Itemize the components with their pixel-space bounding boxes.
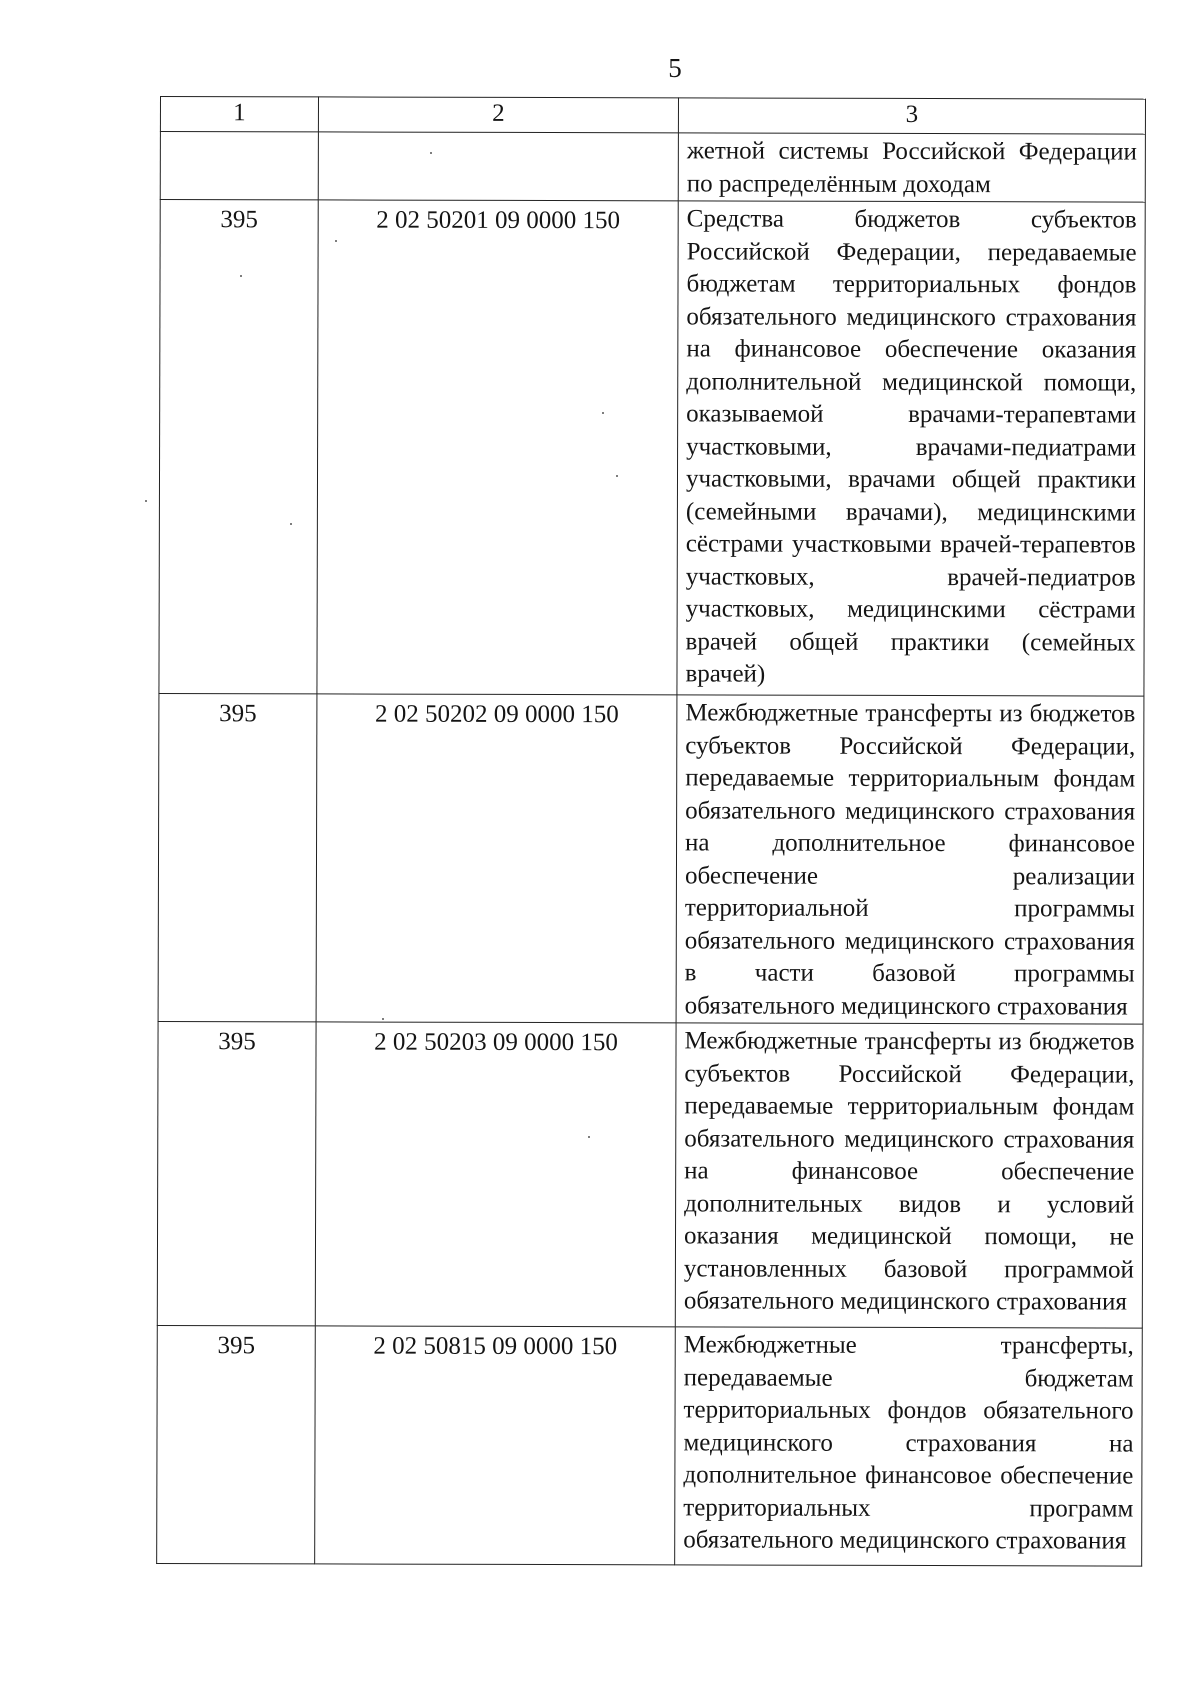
- revenue-description-cell: жетной системы Российской Федерации по распределённым доходам: [678, 133, 1145, 202]
- admin-code-cell: 395: [159, 200, 318, 694]
- table-row: [160, 132, 1145, 203]
- revenue-description-cell: Межбюджетные трансферты из бюджетов субъектов Российской Федерации, передаваемые территориальным фондам обязательного медицинского страхования на финансовое обеспечение дополнительных видов и условий оказания медицинской помощи, не установленных базовой программой обязательного медицинского страхования: [675, 1023, 1143, 1328]
- budget-classification-code-cell: 2 02 50203 09 0000 150: [315, 1022, 676, 1327]
- budget-classification-code-cell: [318, 132, 678, 201]
- scan-speck: [616, 475, 618, 477]
- revenue-description-cell: Межбюджетные трансферты, передаваемые бюджетам территориальных фондов обязательного медицинского страхования на дополнительное финансовое обеспечение территориальных программ обязательного медицинского страхования: [675, 1327, 1143, 1566]
- budget-classification-code-cell: 2 02 50202 09 0000 150: [316, 694, 677, 1023]
- scan-speck: [335, 240, 337, 242]
- page-number: 5: [668, 53, 682, 83]
- budget-classification-code-cell: 2 02 50815 09 0000 150: [315, 1326, 676, 1565]
- scan-speck: [145, 500, 147, 502]
- scan-speck: [290, 523, 292, 525]
- revenue-description-cell: Средства бюджетов субъектов Российской Федерации, передаваемые бюджетам территориальных фондов обязательного медицинского страхования на финансовое обеспечение оказания дополнительной медицинской помощи, оказываемой врачами-терапевтами участковыми, врачами-педиатрами участковыми, врачами общей практики (семейными врачами), медицинскими сёстрами участковыми врачей-терапевтов участковых, врачей-педиатров участковых, медицинскими сёстрами врачей общей практики (семейных врачей): [677, 201, 1145, 696]
- budget-codes-table: [156, 96, 1146, 1567]
- budget-classification-code-cell: 2 02 50201 09 0000 150: [317, 200, 678, 695]
- scan-speck: [240, 275, 242, 277]
- column-header-2: 2: [318, 97, 678, 133]
- admin-code-cell: 395: [157, 1325, 316, 1563]
- table-row: [159, 200, 1145, 697]
- table-row: [157, 1325, 1143, 1566]
- scan-speck: [602, 412, 604, 414]
- scan-speck: [430, 152, 432, 154]
- admin-code-cell: 395: [157, 1021, 316, 1325]
- table-row: [157, 1021, 1143, 1328]
- admin-code-cell: 395: [158, 693, 317, 1021]
- scan-speck: [588, 1136, 590, 1138]
- admin-code-cell: [160, 132, 318, 200]
- revenue-description-cell: Межбюджетные трансферты из бюджетов субъектов Российской Федерации, передаваемые территориальным фондам обязательного медицинского страхования на дополнительное финансовое обеспечение реализации территориальной программы обязательного медицинского страхования в части базовой программы обязательного медицинского страхования: [676, 695, 1144, 1024]
- column-header-3: 3: [678, 98, 1145, 134]
- scan-speck: [382, 1018, 384, 1020]
- column-header-1: 1: [160, 97, 318, 132]
- table-row: [158, 693, 1144, 1024]
- table-header-row: [160, 97, 1145, 135]
